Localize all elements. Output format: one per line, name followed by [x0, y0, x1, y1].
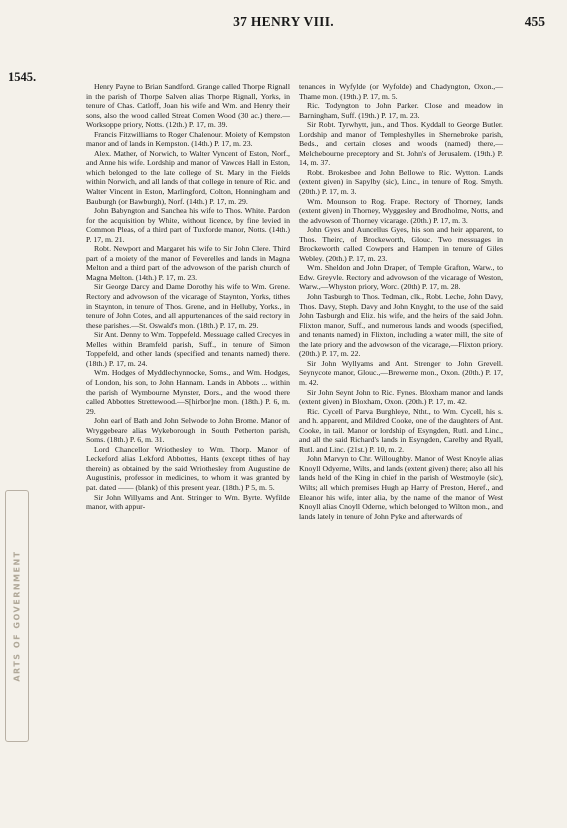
entry-text: Ric. Todyngton to John Parker. Close and meadow in Barningham, Suff. (19th.) P. 17, m. 23. [299, 101, 503, 120]
page-number: 455 [524, 14, 545, 29]
page-header [0, 14, 567, 34]
year-marker: 1545. [8, 70, 37, 84]
running-title: 37 HENRY VIII. [233, 14, 334, 29]
entry-text: Sir John Willyams and Ant. Stringer to Wm. Byrte. Wyfilde manor, with appur- [86, 492, 290, 512]
library-stamp [5, 490, 29, 742]
entry-text: John Tasburgh to Thos. Tedman, clk., Robt. Leche, John Davy, Thos. Davy, Steph. Davy and John Knyght, to the use of the said John Tasburgh and Eliz. his wife, and the heirs of the said John. Flixton manor, Suff., and numerous lands and woods (specified, and tenants named) in Flixton, including a water mill, the site of the late priory and the advowson of the vicarage,—Flixton priory. (20th.) P. 17, m. 22. [299, 292, 503, 359]
entry-text: Ric. Cycell of Parva Burghleye, Ntht., to Wm. Cycell, his s. and h. apparent, and Mildred Cooke, one of the daughters of Ant. Cooke, in tail. Manor or lordship of Esyngden, Rutl. and Linc., and all the said Richard's lands in Esyngden, Carelby and Ryall, Rutl. and Linc. (21st.) P. 10, m. 2. [299, 406, 503, 454]
left-column [86, 82, 290, 512]
entry-text: Sir John Seynt John to Ric. Fynes. Bloxham manor and lands (extent given) in Bloxham, Oxon. (20th.) P. 17, m. 42. [299, 387, 503, 407]
right-column [299, 82, 503, 521]
entry-text: Alex. Mather, of Norwich, to Walter Vyncent of Eston, Norf., and Anne his wife. Lordship and manor of Vawces Hall in Eston, which belonged to the late college of St. Mary in the Fields within Norwich, and all lands of that college in tenure of Ric. and Walter Vincent in Eston, Marlingford, Colton, Honningham and Bauburgh (or Bawburgh), Norf. (14th.) P. 17, m. 29. [86, 148, 290, 206]
entry-text: Wm. Sheldon and John Draper, of Temple Grafton, Warw., to Edw. Greyvle. Rectory and advowson of the vicarage of Weston, Warw.,—Whyston priory, Worc. (20th) P. 17, m. 28. [299, 263, 503, 292]
entry-text: tenances in Wyfylde (or Wyfolde) and Chadyngton, Oxon.,—Thame mon. (19th.) P. 17, m. 5. [299, 82, 503, 101]
entry-text: Sir George Darcy and Dame Dorothy his wife to Wm. Grene. Rectory and advowson of the vicarage of Staynton, Yorks, tithes in Staynton, in tenure of Thos. Grene, and in Helluby, Yorks., in tenure of John Cotes, and all appurtenances of the said rectory in these parishes.—St. Oswald's mon. (18th.) P. 17, m. 29. [86, 282, 290, 330]
entry-text: Sir John Wyllyams and Ant. Strenger to John Grevell. Seynycote manor, Glouc.,—Brewerne mon., Oxon. (20th.) P. 17, m. 42. [299, 358, 503, 387]
entry-text: Francis Fitzwilliams to Roger Chalenour. Moiety of Kempston manor and of lands in Kempston. (14th.) P. 17, m. 23. [86, 129, 290, 149]
entry-text: John Marvyn to Chr. Willoughby. Manor of West Knoyle alias Knoyll Odyerne, Wilts, and lands (extent given) there; also all his lands held of the King in chief in the parish of Westmoyle (sic), Wilts; all which premises Hugh ap Harry of Preston, Heref., and Eleanor his wife, inter alia, by the name of the manor of West Knoyll alias Cnoyll Oderne, which belonged to Wilton mon., and lands lately in tenure of John Pyke and afterwards of [299, 454, 503, 521]
entry-text: Lord Chancellor Wriothesley to Wm. Thorp. Manor of Leckeford alias Lekford Abbottes, Hants (except tithes of hay therein) as obtained by the said Wriothesley from Augustine de Augustinis, professor in medicines, to whom it was granted by pat. dated —— (blank) of this present year. (18th.) P 5, m. 5. [86, 444, 290, 492]
entry-text: Wm. Mounson to Rog. Frape. Rectory of Thorney, lands (extent given) in Thorney, Wyggesley and Brodholme, Notts, and the advowson of Thorney vicarage. (20th.) P. 17, m. 3. [299, 196, 503, 225]
entry-text: Sir Robt. Tyrwhytt, jun., and Thos. Kyddall to George Butler. Lordship and manor of Templeshylles in Shernebroke parish, Beds., and certain closes and woods (named) there,—Melchebourne preceptory and St. John's of Jerusalem. (19th.) P. 14, m. 37. [299, 120, 503, 168]
stamp-text: ARTS OF GOVERNMENT [12, 550, 22, 682]
entry-text: Henry Payne to Brian Sandford. Grange called Thorpe Rignall in the parish of Thorpe Salven alias Thorpe Rignall, Yorks, in tenure of Chas. Catloff, Joan his wife and Wm. and Henry their sons, also the wood called Streat Comen Wood (30 ac.) there.—Worksoppe priory, Notts. (12th.) P. 17, m. 39. [86, 82, 290, 130]
entry-text: John Babyngton and Sanchea his wife to Thos. White. Pardon for the acquisition by White, without licence, by fine levied in Common Pleas, of a third part of Tuxforde manor, Notts. (14th.) P. 17, m. 21. [86, 206, 290, 244]
entry-text: John earl of Bath and John Selwode to John Brome. Manor of Wryggebeare alias Wykeborough in South Petherton parish, Soms. (18th.) P. 6, m. 31. [86, 416, 290, 445]
entry-text: Robt. Brokesbee and John Bellowe to Ric. Wytton. Lands (extent given) in Sapylby (sic), Linc., in tenure of Rog. Smyth. (20th.) P. 17, m. 3. [299, 167, 503, 197]
entry-text: John Gyes and Auncellus Gyes, his son and heir apparent, to Thos. Theirc, of Brockeworth, Glouc. Two messuages in Brockeworth called Cowpers and Hampen in tenure of Giles Webley. (20th.) P. 17, m. 23. [299, 225, 503, 263]
entry-text: Sir Ant. Denny to Wm. Toppefeld. Messuage called Crecyes in Melles within Bramfeld parish, Suff., in tenure of Simon Toppefeld, and other lands (specified and tenants named) there. (18th.) P. 17, m. 24. [86, 330, 290, 368]
entry-text: Robt. Newport and Margaret his wife to Sir John Clere. Third part of a moiety of the manor of Feverelles and lands in Magna Melton and a third part of the advowson of the parish church of Magna Melton. (14th.) P. 17, m. 23. [86, 244, 290, 282]
entry-text: Wm. Hodges of Myddlechynnocke, Soms., and Wm. Hodges, of London, his son, to John Hannam. Lands in Abbots ... within the parish of Wymbourne Mynster, Dors., and the wood there called Abbottes Strettewood.—S[hirbor]ne mon. (18th.) P. 6, m. 29. [86, 368, 290, 416]
